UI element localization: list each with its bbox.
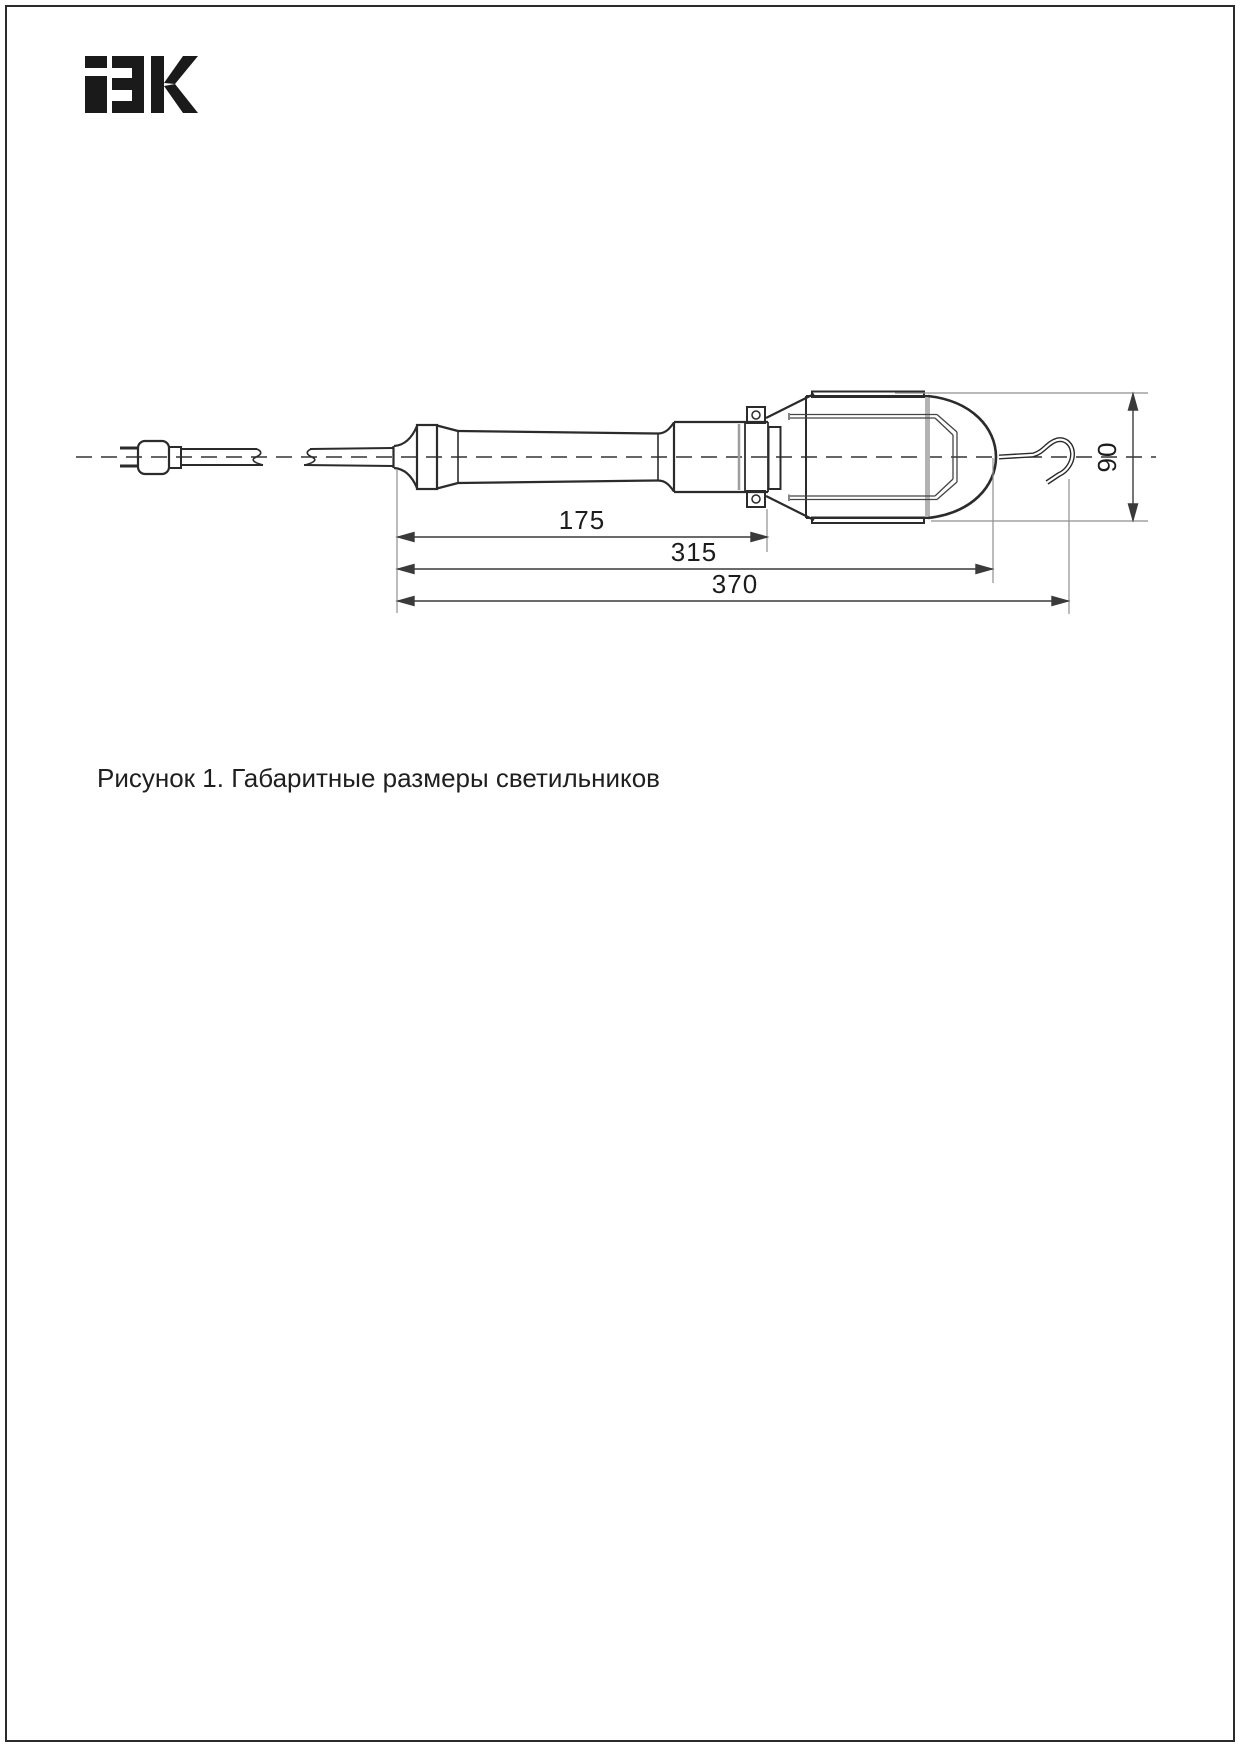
- mount-lug-top: [747, 407, 765, 423]
- arrow-175-left: [398, 533, 414, 542]
- arrow-90-bottom: [1129, 504, 1138, 520]
- collar-taper-bottom: [437, 483, 458, 489]
- arrow-175-right: [751, 533, 767, 542]
- mount-lug-bottom: [747, 491, 765, 507]
- handle-bottom-edge: [458, 481, 658, 484]
- hook-wire-outline: [999, 440, 1073, 483]
- handle-housing-flare-bottom: [658, 481, 674, 492]
- strain-relief-flare-top: [394, 426, 417, 446]
- collar-taper-top: [437, 426, 458, 432]
- arrow-370-right: [1052, 597, 1068, 606]
- arrow-90-top: [1129, 394, 1138, 410]
- hanging-hook: [999, 440, 1073, 483]
- handle-top-edge: [458, 431, 658, 434]
- cage-rim-bar-bottom: [812, 518, 924, 524]
- arrow-370-left: [398, 597, 414, 606]
- dim-label-175: 175: [558, 505, 606, 535]
- mount-screw-bottom: [752, 495, 760, 503]
- dim-label-90: 90: [1092, 441, 1122, 473]
- dim-label-370: 370: [711, 569, 759, 599]
- cable2-top-edge: [310, 448, 393, 449]
- cable-segment-1: [181, 449, 263, 465]
- mount-screw-top: [752, 411, 760, 419]
- arrow-315-left: [398, 565, 414, 574]
- cage-mount-ring: [769, 427, 781, 489]
- figure-caption: Рисунок 1. Габаритные размеры светильников: [97, 763, 660, 793]
- cage-rim-bar-top: [812, 392, 924, 398]
- dim-label-315: 315: [670, 537, 718, 567]
- handle-housing-flare-top: [658, 423, 674, 434]
- arrow-315-right: [976, 565, 992, 574]
- cable2-bottom-edge: [304, 465, 393, 466]
